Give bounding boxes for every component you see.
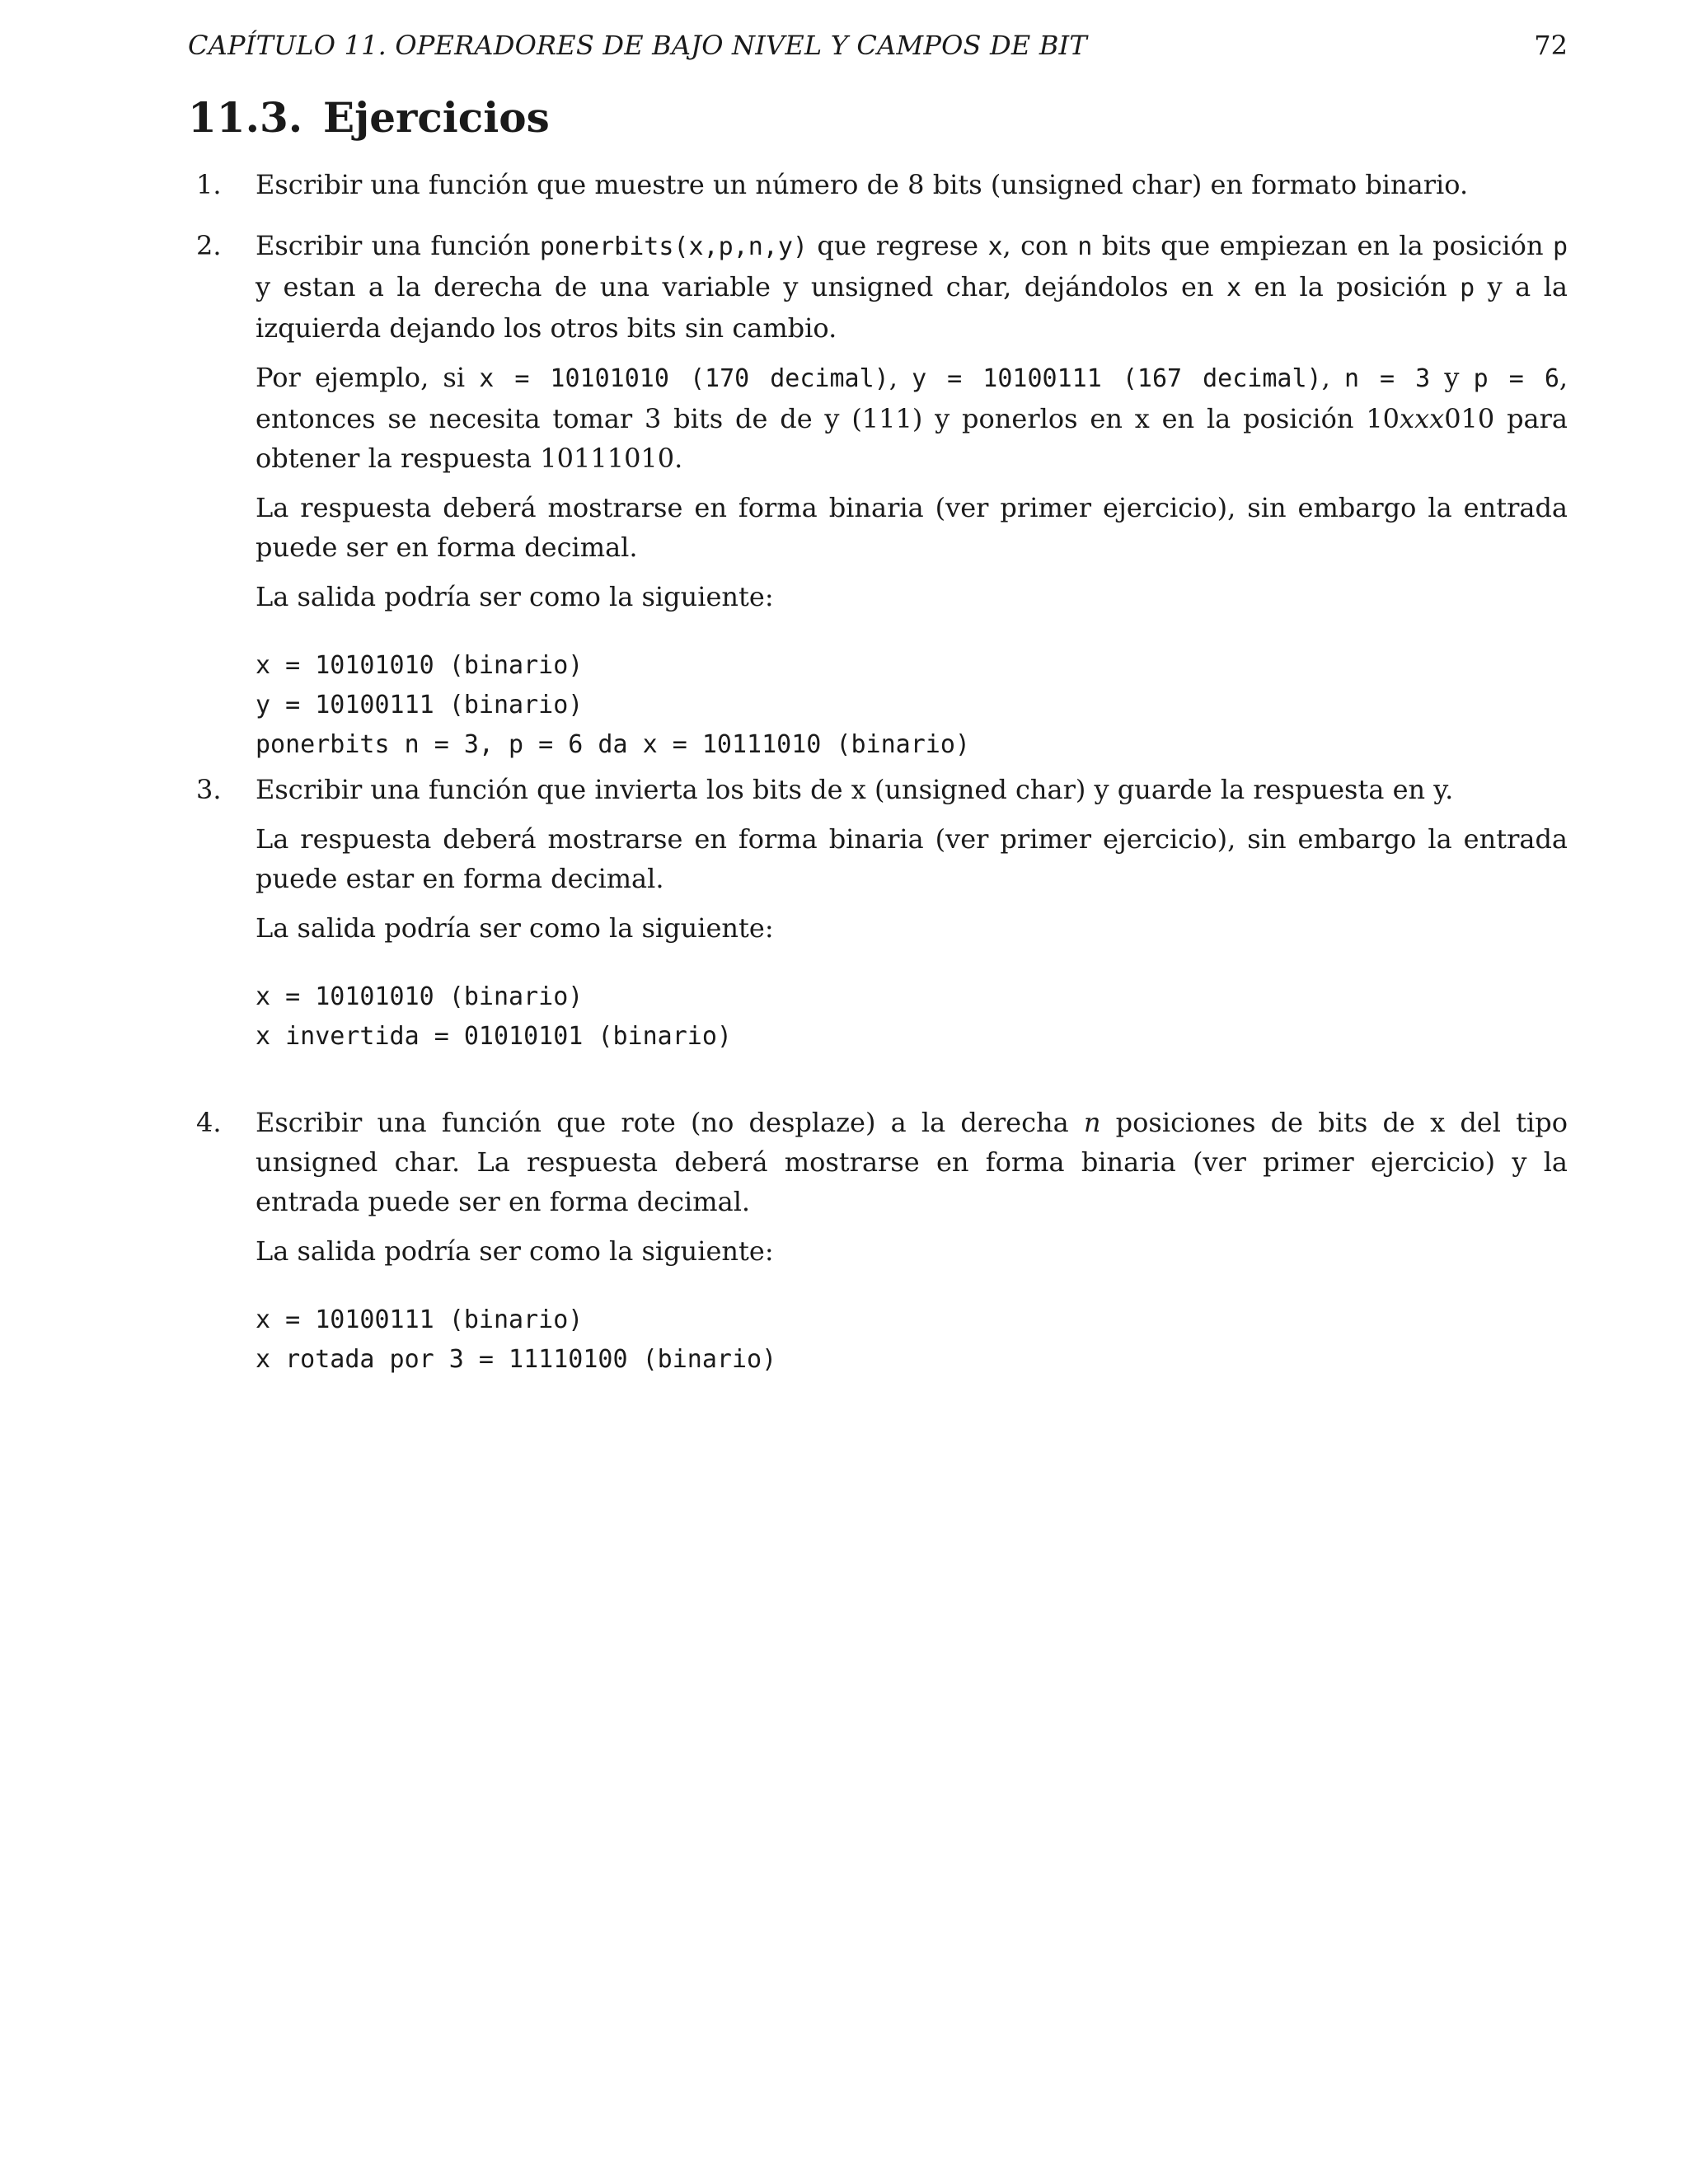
section-number: 11.3. (188, 93, 303, 142)
section-title: Ejercicios (323, 93, 550, 142)
code-line: x invertida = 01010101 (binario) (256, 1022, 732, 1051)
code-inline: p (1552, 232, 1568, 261)
text-run: Escribir una función (256, 230, 540, 261)
code-inline: p (1460, 274, 1475, 302)
text-run: 010 para obtener la respuesta 10111010. (256, 403, 1568, 474)
exercise-number: 2. (196, 230, 222, 261)
code-inline: n (1077, 232, 1093, 261)
text-run: bits que empiezan en la posición (1092, 230, 1553, 261)
text-run: Por ejemplo, si (256, 362, 480, 393)
code-line: x rotada por 3 = 11110100 (binario) (256, 1345, 777, 1374)
exercise-paragraph: La salida podría ser como la siguiente: (256, 1235, 774, 1267)
section-heading (188, 89, 550, 147)
code-line: x = 10101010 (binario) (256, 651, 584, 680)
code-block (256, 977, 1568, 1057)
exercise-paragraph: La respuesta deberá mostrarse en forma binaria (ver primer ejercicio), sin embargo la entrada puede estar en forma decimal. (256, 823, 1568, 894)
exercise-paragraph: La salida podría ser como la siguiente: (256, 912, 774, 944)
exercise-text: Escribir una función que muestre un número de 8 bits (unsigned char) en formato binario. (256, 169, 1469, 200)
exercise-number: 4. (196, 1107, 222, 1138)
exercise-number: 1. (196, 169, 222, 200)
text-run: , (1321, 362, 1344, 393)
text-run: y a la izquierda dejando los otros bits sin cambio. (256, 271, 1568, 344)
exercise-paragraph: La salida podría ser como la siguiente: (256, 581, 774, 612)
code-line: y = 10100111 (binario) (256, 691, 584, 719)
exercise-1 (188, 165, 1568, 204)
text-run: posiciones de bits de x del tipo unsigned char. La respuesta deberá mostrarse en forma binaria (ver primer ejercicio) y la entrada puede ser en forma decimal. (256, 1107, 1568, 1217)
text-run: y estan a la derecha de una variable y unsigned char, dejándolos en (256, 271, 1226, 302)
chapter-header: CAPÍTULO 11. OPERADORES DE BAJO NIVEL Y CAMPOS DE BIT (188, 30, 1087, 61)
exercise-paragraph: La respuesta deberá mostrarse en forma binaria (ver primer ejercicio), sin embargo la entrada puede ser en forma decimal. (256, 492, 1568, 563)
code-line: x = 10101010 (binario) (256, 982, 584, 1011)
code-inline: y = 10100111 (167 decimal) (912, 364, 1322, 393)
text-run: , entonces se necesita tomar 3 bits de de y (111) y ponerlos en x en la posición 10 (256, 362, 1568, 434)
code-line: ponerbits n = 3, p = 6 da x = 10111010 (binario) (256, 730, 970, 759)
code-inline: x (987, 232, 1003, 261)
page-number: 72 (1534, 30, 1568, 61)
code-block (256, 646, 1568, 765)
code-inline: x = 10101010 (170 decimal) (479, 364, 889, 393)
text-run: , (889, 362, 912, 393)
exercise-2 (188, 226, 1568, 765)
exercise-4 (188, 1103, 1568, 1380)
code-inline: n = 3 (1343, 364, 1431, 393)
code-line: x = 10100111 (binario) (256, 1305, 584, 1334)
text-run: Escribir una función que rote (no desplaze) a la derecha (256, 1107, 1084, 1138)
code-block (256, 1301, 1568, 1380)
math-italic: xxx (1400, 403, 1445, 434)
exercise-3 (188, 770, 1568, 1057)
exercise-paragraph (256, 1103, 1568, 1221)
running-header (188, 25, 1568, 66)
text-run: y (1430, 362, 1474, 393)
text-run: que regrese (807, 230, 988, 261)
code-inline: ponerbits(x,p,n,y) (539, 232, 808, 261)
code-inline: p = 6 (1473, 364, 1559, 393)
exercise-number: 3. (196, 774, 222, 805)
text-run: en la posición (1241, 271, 1461, 302)
exercise-paragraph (256, 358, 1568, 478)
code-inline: x (1226, 274, 1242, 302)
text-run: , con (1002, 230, 1078, 261)
document-page (188, 0, 1568, 2184)
exercise-paragraph (256, 226, 1568, 348)
exercise-paragraph: Escribir una función que invierta los bits de x (unsigned char) y guarde la respuesta en y. (256, 774, 1454, 805)
math-italic: n (1083, 1107, 1101, 1138)
